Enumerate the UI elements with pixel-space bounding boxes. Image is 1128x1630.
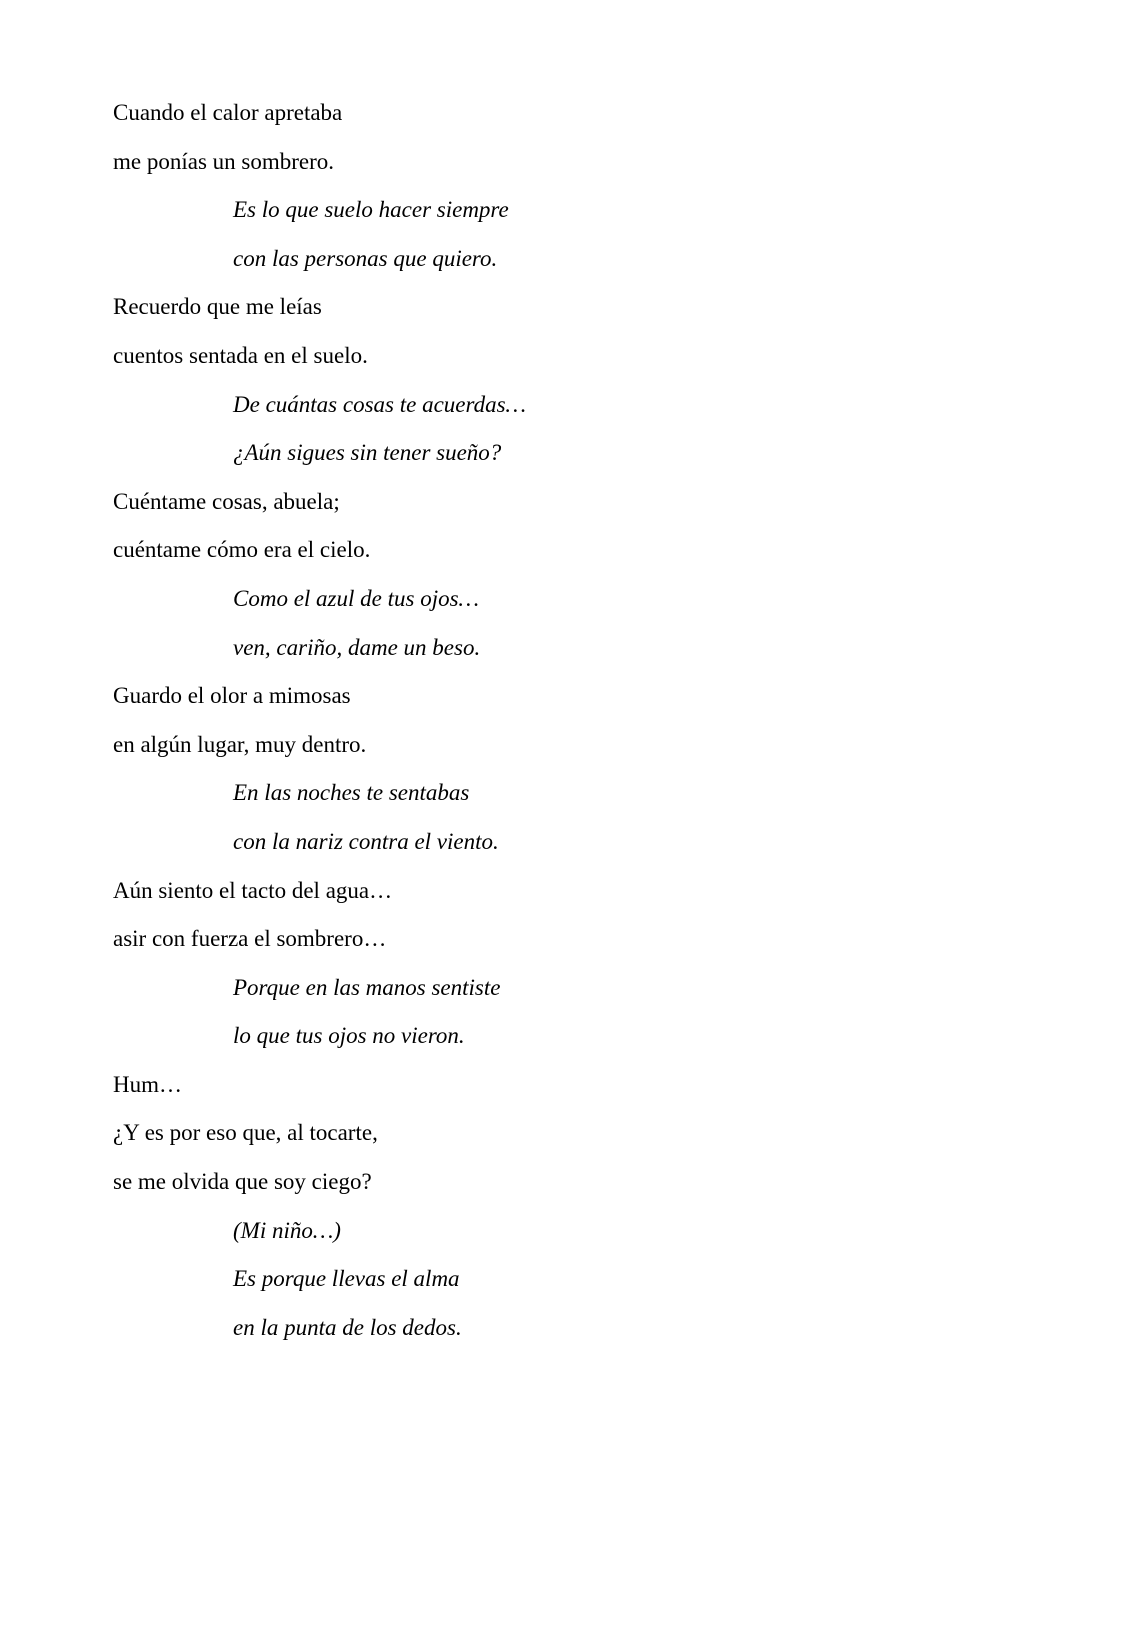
poem-line: Cuéntame cosas, abuela; — [113, 488, 340, 514]
poem-line: en algún lugar, muy dentro. — [113, 731, 367, 757]
poem-line: cuéntame cómo era el cielo. — [113, 537, 371, 563]
poem-line-reply: Porque en las manos sentiste — [233, 974, 501, 1000]
poem-line: Hum… — [113, 1071, 182, 1097]
poem-line: Recuerdo que me leías — [113, 294, 322, 320]
poem-line-reply: ¿Aún sigues sin tener sueño? — [233, 440, 502, 466]
poem-line-reply: ven, cariño, dame un beso. — [233, 634, 481, 660]
poem-line-reply: con las personas que quiero. — [233, 245, 498, 271]
poem-line-reply: (Mi niño…) — [233, 1217, 341, 1243]
poem-line-reply: Es porque llevas el alma — [233, 1266, 460, 1292]
poem-line: Aún siento el tacto del agua… — [113, 877, 393, 903]
poem-line: cuentos sentada en el suelo. — [113, 342, 368, 368]
poem-line-reply: En las noches te sentabas — [233, 780, 470, 806]
poem-line-reply: lo que tus ojos no vieron. — [233, 1023, 465, 1049]
poem-line-reply: con la nariz contra el viento. — [233, 828, 499, 854]
poem-line: Guardo el olor a mimosas — [113, 683, 351, 709]
poem — [113, 101, 526, 1364]
poem-line: me ponías un sombrero. — [113, 148, 335, 174]
poem-line-reply: De cuántas cosas te acuerdas… — [233, 391, 526, 417]
poem-line: se me olvida que soy ciego? — [113, 1169, 372, 1195]
poem-line: ¿Y es por eso que, al tocarte, — [113, 1120, 378, 1146]
poem-line-reply: Es lo que suelo hacer siempre — [233, 197, 509, 223]
poem-line-reply: Como el azul de tus ojos… — [233, 585, 479, 611]
poem-line: asir con fuerza el sombrero… — [113, 926, 387, 952]
poem-line: Cuando el calor apretaba — [113, 100, 343, 125]
poem-line-reply: en la punta de los dedos. — [233, 1314, 462, 1340]
